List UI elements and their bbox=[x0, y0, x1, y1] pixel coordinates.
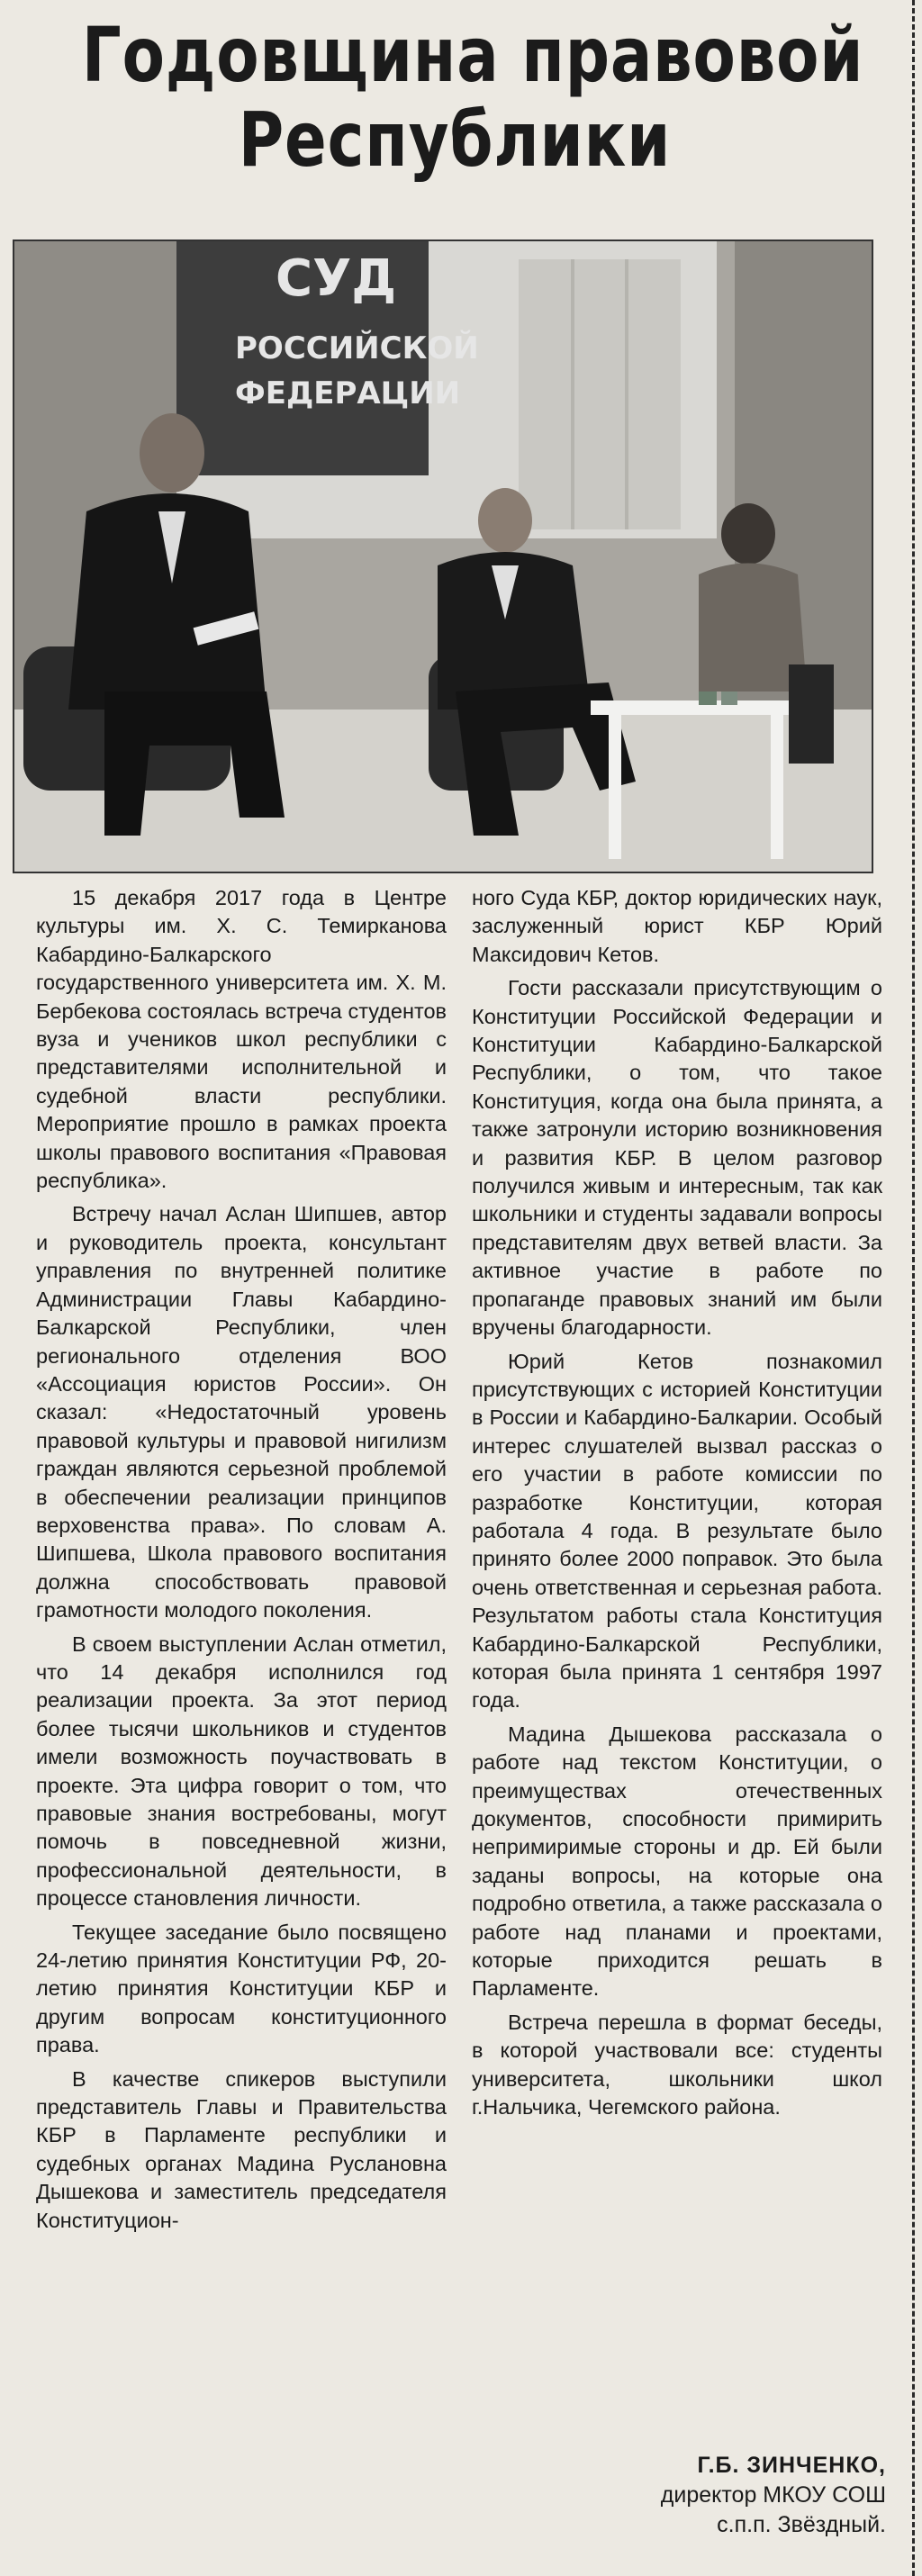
article-paragraph: В качестве спикеров выступили представитель Главы и Правительства КБР в Парламенте республики и судебных органах Мадина Руслановна Дышекова и заместитель председателя Конституцион- bbox=[36, 2066, 447, 2232]
article-paragraph: Текущее заседание было посвящено 24-летию принятия Конституции РФ, 20-летию принятия Конституции КБР и другим вопросам конституционного права. bbox=[36, 1920, 447, 2057]
article-column-left bbox=[36, 884, 447, 2240]
article-paragraph-continuation: ного Суда КБР, доктор юридических наук, заслуженный юрист КБР Юрий Максидович Кетов. bbox=[472, 886, 882, 966]
dashed-clipping-border bbox=[912, 0, 915, 2576]
article-paragraph: В своем выступлении Аслан отметил, что 14 декабря исполнился год реализации проекта. За этот период более тысячи школьников и студентов имели возможность поучаствовать в проекте. Эта цифра говорит о том, что правовые знания востребованы, могут помочь в повседневной жизни, профессиональной деятельности, в процессе становления личности. bbox=[36, 1631, 447, 1911]
headline-line-2: Республики bbox=[238, 95, 672, 184]
event-photo bbox=[13, 240, 873, 873]
article-paragraph: Встреча перешла в формат беседы, в которой участвовали все: студенты университета, школьники школ г.Нальчика, Чегемского района. bbox=[472, 2010, 882, 2120]
author-signature bbox=[661, 2451, 886, 2540]
article-paragraph: Встречу начал Аслан Шипшев, автор и руководитель проекта, консультант управления по внутренней политике Администрации Главы Кабардино-Балкарской Республики, член регионального отделения ВОО «Ассоциация юристов России». Он сказал: «Недостаточный уровень правовой культуры и правовой нигилизм граждан являются серьезной проблемой в обеспечении реализации принципов верховенства права». По словам А. Шипшева, Школа правового воспитания должна способствовать правовой грамотности молодого поколения. bbox=[36, 1202, 447, 1622]
event-photo-illustration bbox=[14, 241, 872, 872]
screen-text-1: СУД bbox=[276, 249, 397, 308]
article-paragraph: Мадина Дышекова рассказала о работе над текстом Конституции, о преимуществах отечественных документов, способности примирить непримиримые стороны и др. Ей были заданы вопросы, на которые она подробно ответила, а также рассказала о работе над планами и проектами, которые приходится решать в Парламенте. bbox=[472, 1722, 882, 2001]
headline bbox=[81, 11, 864, 184]
article-paragraph: 15 декабря 2017 года в Центре культуры им. Х. С. Темирканова Кабардино-Балкарского государственного университета им. Х. М. Бербекова состоялась встреча студентов вуза и учеников школ республики с представителями исполнительной и судебной власти республики. Мероприятие прошло в рамках проекта школы правового воспитания «Правовая республика». bbox=[36, 886, 447, 1193]
headline-line-1: Годовщина правовой bbox=[81, 11, 864, 99]
author-name: Г.Б. ЗИНЧЕНКО, bbox=[697, 2453, 886, 2478]
article-column-right bbox=[472, 884, 882, 2127]
article-paragraph: Гости рассказали присутствующим о Конституции Российской Федерации и Конституции Кабардино-Балкарской Республики, о том, что такое Конституция, когда она была принята, а также затронули историю возникновения и развития КБР. В целом разговор получился живым и интересным, так как школьники и студенты задавали вопросы представителям двух ветвей власти. За активное участие в работе по пропаганде правовых знаний им были вручены благодарности. bbox=[472, 976, 882, 1340]
author-place: с.п.п. Звёздный. bbox=[717, 2512, 886, 2537]
screen-text-2: РОССИЙСКОЙ bbox=[235, 330, 479, 366]
article-body bbox=[18, 884, 882, 2469]
author-position: директор МКОУ СОШ bbox=[660, 2482, 886, 2508]
screen-text-3: ФЕДЕРАЦИИ bbox=[235, 375, 461, 411]
article-paragraph: Юрий Кетов познакомил присутствующих с историей Конституции в России и Кабардино-Балкарии. Особый интерес слушателей вызвал рассказ о его участии в работе комиссии по разработке Конституции, которая работала 4 года. В результате было принято более 2000 поправок. Это была очень ответственная и серьезная работа. Результатом работы стала Конституция Кабардино-Балкарской Республики, которая была принята 1 сентября 1997 года. bbox=[472, 1349, 882, 1713]
